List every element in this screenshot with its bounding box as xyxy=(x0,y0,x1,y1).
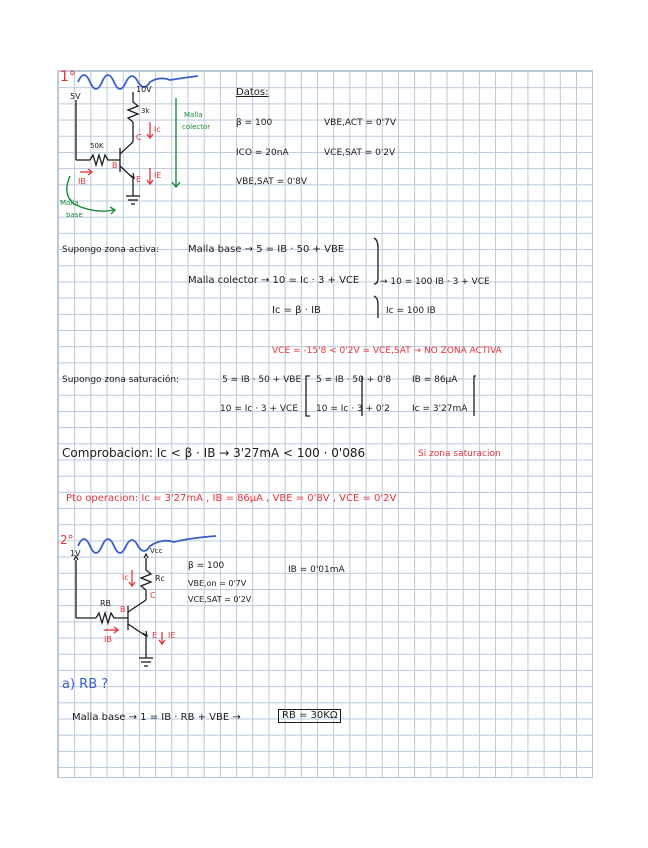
p1-malla-base-1: Malla xyxy=(60,199,79,207)
p1-terminal-c: C xyxy=(136,133,142,142)
p1-active-res2: Ic = 100 IB xyxy=(386,306,436,316)
p1-current-ic: Ic xyxy=(154,125,161,134)
p1-active-eq1: Malla base → 5 = IB · 50 + VBE xyxy=(188,244,345,255)
p1-datos-title: Datos: xyxy=(236,87,269,98)
p1-r-base: 50K xyxy=(90,142,104,150)
p1-v-supply: 10V xyxy=(136,85,152,94)
p1-malla-base-2: base xyxy=(66,211,83,219)
p1-sat-eq2: 10 = Ic · 3 + VCE xyxy=(220,404,299,414)
p1-malla-colector-2: colector xyxy=(182,123,211,131)
p2-vce-sat: VCE,SAT = 0'2V xyxy=(188,595,252,604)
p1-terminal-e: E xyxy=(136,175,142,184)
p2-current-ie: IE xyxy=(168,631,176,640)
p1-vbe-act: VBE,ACT = 0'7V xyxy=(324,118,397,128)
p1-active-conclusion: VCE = -15'8 < 0'2V = VCE,SAT → NO ZONA ACTIVA xyxy=(272,346,502,356)
p2-r-collector: Rc xyxy=(155,574,165,583)
p2-current-ic: Ic xyxy=(122,573,129,582)
p1-malla-colector-1: Malla xyxy=(184,111,203,119)
problem2-number: 2° xyxy=(60,533,74,547)
p1-current-ie: IE xyxy=(154,171,162,180)
p1-sat-res1: IB = 86µA xyxy=(412,375,458,385)
p2-part-a-result: RB = 30KΩ xyxy=(278,709,341,723)
p1-vce-sat: VCE,SAT = 0'2V xyxy=(324,148,396,158)
p2-vbe-on: VBE,on = 0'7V xyxy=(188,579,247,588)
p1-operating-point: Pto operacion: Ic = 3'27mA , IB = 86µA , VBE = 0'8V , VCE = 0'2V xyxy=(66,493,397,504)
p2-beta: β = 100 xyxy=(188,561,225,571)
p1-sat-intro: Supongo zona saturación: xyxy=(62,375,180,385)
p2-part-a-equation: Malla base → 1 = IB · RB + VBE → xyxy=(72,712,241,723)
p1-sat-sub1: 5 = IB · 50 + 0'8 xyxy=(316,375,392,385)
p2-r-base: RB xyxy=(100,599,112,608)
p2-terminal-c: C xyxy=(150,591,156,600)
p1-v-source: 5V xyxy=(70,92,81,101)
p2-terminal-b: B xyxy=(120,605,126,614)
p2-v-source: 1V xyxy=(70,549,81,558)
p1-r-collector: 3k xyxy=(141,107,150,115)
p1-sat-sub2: 10 = Ic · 3 + 0'2 xyxy=(316,404,390,414)
p1-terminal-b: B xyxy=(112,161,118,170)
problem1-number: 1° xyxy=(60,69,76,85)
p1-check-verdict: Si zona saturacion xyxy=(418,449,501,459)
p1-active-intro: Supongo zona activa: xyxy=(62,245,160,255)
p2-part-a-label: a) RB ? xyxy=(62,677,109,692)
p1-current-ib: IB xyxy=(78,177,86,186)
p2-terminal-e: E xyxy=(152,631,158,640)
p1-ico: ICO = 20nA xyxy=(236,148,289,158)
p1-sat-res2: Ic = 3'27mA xyxy=(412,404,468,414)
p1-check: Comprobacion: Ic < β · IB → 3'27mA < 100 · 0'086 xyxy=(62,446,366,460)
p2-v-supply: Vcc xyxy=(150,547,163,555)
p1-active-res1: → 10 = 100 IB · 3 + VCE xyxy=(380,277,490,287)
p1-active-eq2: Malla colector → 10 = Ic · 3 + VCE xyxy=(188,275,360,286)
p2-ib: IB = 0'01mA xyxy=(288,565,345,575)
p1-beta: β = 100 xyxy=(236,118,273,128)
p2-current-ib: IB xyxy=(104,635,112,644)
p1-sat-eq1: 5 = IB · 50 + VBE xyxy=(222,375,302,385)
p1-active-eq3: Ic = β · IB xyxy=(272,305,321,316)
p1-vbe-sat: VBE,SAT = 0'8V xyxy=(236,177,308,187)
